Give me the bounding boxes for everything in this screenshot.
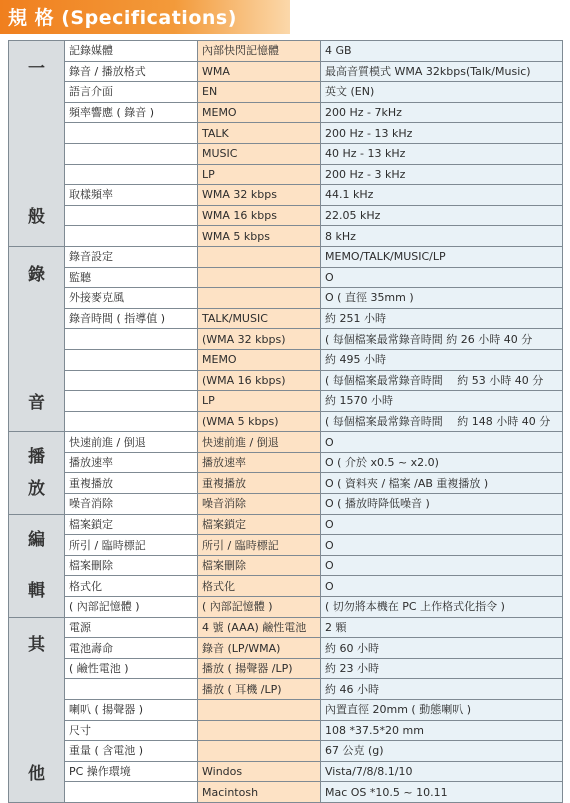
spec-value-cell: 約 23 小時 bbox=[321, 658, 563, 679]
spec-value-cell: O bbox=[321, 267, 563, 288]
spec-mode-cell: Macintosh bbox=[198, 782, 321, 803]
spec-mode-cell: (WMA 16 kbps) bbox=[198, 370, 321, 391]
spec-value-cell: O ( 介於 x0.5 ~ x2.0) bbox=[321, 452, 563, 473]
spec-item-cell: 所引 / 臨時標記 bbox=[65, 535, 198, 556]
spec-row bbox=[9, 597, 563, 618]
spec-mode-cell: 播放 ( 耳機 /LP) bbox=[198, 679, 321, 700]
section-label-bottom: 般 bbox=[28, 207, 45, 228]
spec-mode-cell bbox=[198, 700, 321, 721]
spec-value-cell: 200 Hz - 3 kHz bbox=[321, 164, 563, 185]
spec-value-cell: 22.05 kHz bbox=[321, 205, 563, 226]
section-label-top: 一 bbox=[28, 59, 45, 80]
spec-mode-cell: 格式化 bbox=[198, 576, 321, 597]
spec-row bbox=[9, 102, 563, 123]
spec-mode-cell: TALK bbox=[198, 123, 321, 144]
spec-row bbox=[9, 473, 563, 494]
spec-value-cell: 約 1570 小時 bbox=[321, 391, 563, 412]
spec-item-cell: 喇叭 ( 揚聲器 ) bbox=[65, 700, 198, 721]
spec-row bbox=[9, 41, 563, 62]
spec-mode-cell: 檔案鎖定 bbox=[198, 514, 321, 535]
spec-mode-cell bbox=[198, 720, 321, 741]
spec-item-cell: 錄音 / 播放格式 bbox=[65, 61, 198, 82]
spec-mode-cell bbox=[198, 288, 321, 309]
spec-row bbox=[9, 370, 563, 391]
spec-mode-cell: WMA 16 kbps bbox=[198, 205, 321, 226]
spec-item-cell bbox=[65, 782, 198, 803]
spec-mode-cell bbox=[198, 246, 321, 267]
spec-value-cell: 內置直徑 20mm ( 動態喇叭 ) bbox=[321, 700, 563, 721]
section-label-bottom: 輯 bbox=[28, 580, 45, 601]
spec-mode-cell: 內部快閃記憶體 bbox=[198, 41, 321, 62]
section-label-bottom: 音 bbox=[28, 393, 45, 414]
spec-value-cell: ( 每個檔案最常錄音時間 約 26 小時 40 分 bbox=[321, 329, 563, 350]
spec-item-cell bbox=[65, 679, 198, 700]
spec-item-cell bbox=[65, 205, 198, 226]
spec-item-cell: 檔案刪除 bbox=[65, 555, 198, 576]
spec-item-cell: 取樣頻率 bbox=[65, 185, 198, 206]
spec-item-cell: 重複播放 bbox=[65, 473, 198, 494]
spec-mode-cell: ( 內部記憶體 ) bbox=[198, 597, 321, 618]
spec-row bbox=[9, 288, 563, 309]
spec-item-cell bbox=[65, 411, 198, 432]
spec-value-cell: 約 495 小時 bbox=[321, 349, 563, 370]
spec-item-cell bbox=[65, 370, 198, 391]
spec-value-cell: 44.1 kHz bbox=[321, 185, 563, 206]
spec-row bbox=[9, 143, 563, 164]
spec-mode-cell: 4 號 (AAA) 鹼性電池 bbox=[198, 617, 321, 638]
section-label bbox=[9, 617, 65, 802]
spec-item-cell: 語言介面 bbox=[65, 82, 198, 103]
spec-item-cell: 錄音設定 bbox=[65, 246, 198, 267]
spec-value-cell: ( 每個檔案最常錄音時間 約 148 小時 40 分 bbox=[321, 411, 563, 432]
spec-mode-cell: 播放速率 bbox=[198, 452, 321, 473]
spec-row bbox=[9, 205, 563, 226]
spec-item-cell bbox=[65, 143, 198, 164]
section-label bbox=[9, 41, 65, 247]
spec-row bbox=[9, 494, 563, 515]
spec-value-cell: MEMO/TALK/MUSIC/LP bbox=[321, 246, 563, 267]
spec-item-cell: PC 操作環境 bbox=[65, 761, 198, 782]
spec-row bbox=[9, 267, 563, 288]
section-label-spacer bbox=[13, 662, 60, 758]
spec-value-cell: O bbox=[321, 555, 563, 576]
spec-item-cell: 重量 ( 含電池 ) bbox=[65, 741, 198, 762]
spec-mode-cell: 重複播放 bbox=[198, 473, 321, 494]
spec-value-cell: O ( 資料夾 / 檔案 /AB 重複播放 ) bbox=[321, 473, 563, 494]
section-label-spacer bbox=[13, 85, 60, 201]
spec-row bbox=[9, 535, 563, 556]
spec-mode-cell: (WMA 5 kbps) bbox=[198, 411, 321, 432]
spec-row bbox=[9, 226, 563, 247]
spec-row bbox=[9, 82, 563, 103]
spec-value-cell: 200 Hz - 7kHz bbox=[321, 102, 563, 123]
spec-value-cell: O ( 直徑 35mm ) bbox=[321, 288, 563, 309]
section-label-spacer bbox=[13, 557, 60, 575]
spec-item-cell bbox=[65, 123, 198, 144]
spec-row bbox=[9, 720, 563, 741]
spec-item-cell bbox=[65, 164, 198, 185]
spec-row bbox=[9, 185, 563, 206]
spec-row bbox=[9, 411, 563, 432]
spec-row bbox=[9, 741, 563, 762]
spec-value-cell: O bbox=[321, 535, 563, 556]
spec-item-cell: 頻率響應 ( 錄音 ) bbox=[65, 102, 198, 123]
spec-item-cell: 錄音時間 ( 指導值 ) bbox=[65, 308, 198, 329]
spec-mode-cell: EN bbox=[198, 82, 321, 103]
spec-row bbox=[9, 452, 563, 473]
spec-mode-cell: WMA 5 kbps bbox=[198, 226, 321, 247]
spec-item-cell: ( 鹼性電池 ) bbox=[65, 658, 198, 679]
section-label-spacer bbox=[13, 291, 60, 387]
spec-mode-cell: 檔案刪除 bbox=[198, 555, 321, 576]
spec-item-cell: 快速前進 / 倒退 bbox=[65, 432, 198, 453]
spec-row bbox=[9, 123, 563, 144]
spec-value-cell: O bbox=[321, 514, 563, 535]
spec-table bbox=[8, 40, 563, 803]
spec-mode-cell: (WMA 32 kbps) bbox=[198, 329, 321, 350]
spec-row bbox=[9, 391, 563, 412]
spec-value-cell: 約 251 小時 bbox=[321, 308, 563, 329]
spec-row bbox=[9, 246, 563, 267]
spec-item-cell: ( 內部記憶體 ) bbox=[65, 597, 198, 618]
spec-row bbox=[9, 555, 563, 576]
spec-mode-cell: MEMO bbox=[198, 349, 321, 370]
spec-item-cell: 檔案鎖定 bbox=[65, 514, 198, 535]
spec-mode-cell bbox=[198, 267, 321, 288]
spec-mode-cell: LP bbox=[198, 164, 321, 185]
spec-mode-cell: MEMO bbox=[198, 102, 321, 123]
spec-value-cell: ( 每個檔案最常錄音時間 約 53 小時 40 分 bbox=[321, 370, 563, 391]
spec-row bbox=[9, 432, 563, 453]
spec-row bbox=[9, 761, 563, 782]
spec-mode-cell: 所引 / 臨時標記 bbox=[198, 535, 321, 556]
spec-mode-cell bbox=[198, 741, 321, 762]
spec-value-cell: 約 60 小時 bbox=[321, 638, 563, 659]
spec-value-cell: 108 *37.5*20 mm bbox=[321, 720, 563, 741]
spec-value-cell: Mac OS *10.5 ~ 10.11 bbox=[321, 782, 563, 803]
spec-value-cell: Vista/7/8/8.1/10 bbox=[321, 761, 563, 782]
section-label bbox=[9, 432, 65, 514]
spec-row bbox=[9, 329, 563, 350]
header-banner bbox=[0, 0, 290, 34]
spec-value-cell: 最高音質模式 WMA 32kbps(Talk/Music) bbox=[321, 61, 563, 82]
spec-value-cell: 約 46 小時 bbox=[321, 679, 563, 700]
section-label-bottom: 放 bbox=[28, 478, 45, 499]
spec-row bbox=[9, 308, 563, 329]
spec-mode-cell: Windos bbox=[198, 761, 321, 782]
spec-item-cell: 播放速率 bbox=[65, 452, 198, 473]
spec-value-cell: 2 顆 bbox=[321, 617, 563, 638]
spec-value-cell: 8 kHz bbox=[321, 226, 563, 247]
spec-row bbox=[9, 164, 563, 185]
section-label-top: 其 bbox=[28, 635, 45, 656]
spec-row bbox=[9, 349, 563, 370]
spec-item-cell: 電源 bbox=[65, 617, 198, 638]
section-label-top: 錄 bbox=[28, 264, 45, 285]
spec-mode-cell: MUSIC bbox=[198, 143, 321, 164]
spec-mode-cell: 錄音 (LP/WMA) bbox=[198, 638, 321, 659]
spec-row bbox=[9, 61, 563, 82]
spec-row bbox=[9, 576, 563, 597]
spec-value-cell: ( 切勿將本機在 PC 上作格式化指令 ) bbox=[321, 597, 563, 618]
spec-item-cell: 監聽 bbox=[65, 267, 198, 288]
spec-mode-cell: WMA bbox=[198, 61, 321, 82]
spec-value-cell: 40 Hz - 13 kHz bbox=[321, 143, 563, 164]
spec-value-cell: O ( 播放時降低噪音 ) bbox=[321, 494, 563, 515]
spec-row bbox=[9, 514, 563, 535]
spec-value-cell: O bbox=[321, 576, 563, 597]
section-label-top: 播 bbox=[28, 446, 45, 467]
spec-mode-cell: 噪音消除 bbox=[198, 494, 321, 515]
spec-value-cell: 200 Hz - 13 kHz bbox=[321, 123, 563, 144]
page-title: 規 格 (Specifications) bbox=[8, 7, 237, 29]
spec-row bbox=[9, 782, 563, 803]
spec-row bbox=[9, 658, 563, 679]
spec-item-cell: 尺寸 bbox=[65, 720, 198, 741]
spec-row bbox=[9, 679, 563, 700]
spec-item-cell bbox=[65, 329, 198, 350]
spec-row bbox=[9, 700, 563, 721]
spec-value-cell: 67 公克 (g) bbox=[321, 741, 563, 762]
spec-item-cell: 噪音消除 bbox=[65, 494, 198, 515]
spec-item-cell bbox=[65, 226, 198, 247]
section-label bbox=[9, 514, 65, 617]
spec-item-cell: 電池壽命 bbox=[65, 638, 198, 659]
spec-item-cell bbox=[65, 391, 198, 412]
spec-value-cell: O bbox=[321, 432, 563, 453]
spec-item-cell: 外接麥克風 bbox=[65, 288, 198, 309]
section-label-top: 編 bbox=[28, 530, 45, 551]
spec-mode-cell: TALK/MUSIC bbox=[198, 308, 321, 329]
spec-item-cell: 記錄媒體 bbox=[65, 41, 198, 62]
spec-mode-cell: 播放 ( 揚聲器 /LP) bbox=[198, 658, 321, 679]
spec-row bbox=[9, 617, 563, 638]
spec-mode-cell: WMA 32 kbps bbox=[198, 185, 321, 206]
section-label bbox=[9, 246, 65, 431]
spec-item-cell bbox=[65, 349, 198, 370]
spec-mode-cell: 快速前進 / 倒退 bbox=[198, 432, 321, 453]
spec-row bbox=[9, 638, 563, 659]
spec-value-cell: 4 GB bbox=[321, 41, 563, 62]
section-label-bottom: 他 bbox=[28, 763, 45, 784]
spec-mode-cell: LP bbox=[198, 391, 321, 412]
spec-item-cell: 格式化 bbox=[65, 576, 198, 597]
spec-value-cell: 英文 (EN) bbox=[321, 82, 563, 103]
